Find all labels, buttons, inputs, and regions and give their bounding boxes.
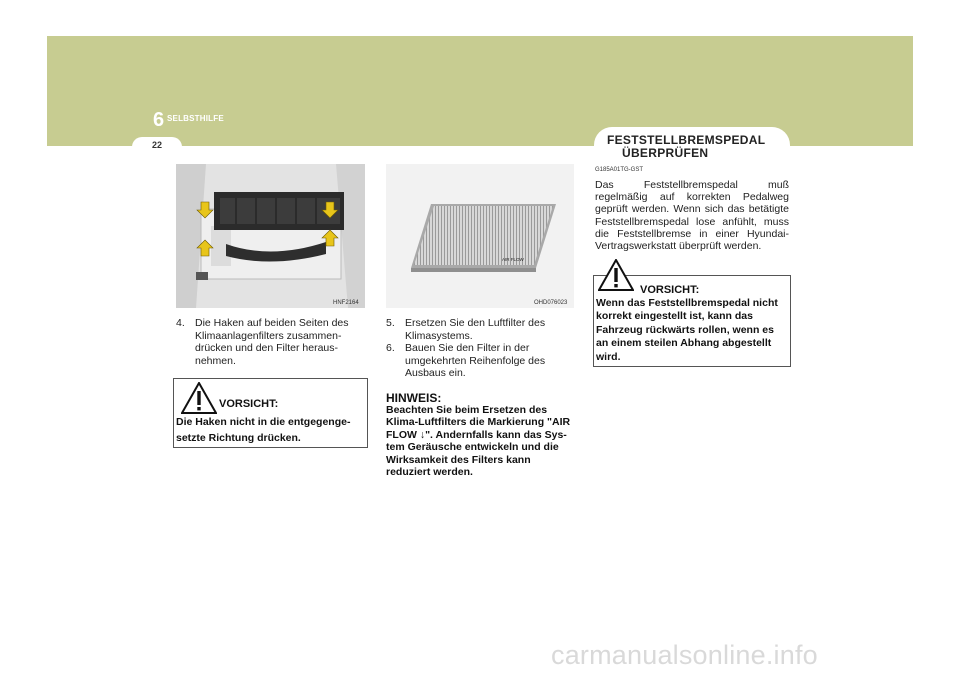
step-6-text: Bauen Sie den Filter in der umgekehrten Reihenfolge des Ausbaus ein. [405, 342, 546, 379]
figure-code-right: OHD076023 [534, 300, 568, 306]
step-6 [386, 342, 576, 380]
warning-triangle-icon [181, 382, 217, 414]
steps-5-6 [386, 317, 576, 380]
step-5-number: 5. [386, 317, 395, 329]
filter-removal-photo [176, 164, 365, 308]
section-code: G185A01TG-GST [595, 167, 644, 173]
page-number: 22 [151, 140, 162, 150]
filter-removal-illustration [176, 164, 365, 308]
step-4-number: 4. [176, 317, 185, 329]
hinweis-title: HINWEIS: [386, 391, 442, 405]
step-6-number: 6. [386, 342, 395, 354]
warning-text-right: Wenn das Feststellbremspedal nicht korrekt eingestellt ist, kann das Fahrzeug rückwärts rollen, wenn es an einem steilen Abhang abgestellt wird. [596, 297, 778, 363]
section-title-line2: ÜBERPRÜFEN [622, 146, 709, 160]
air-filter-photo [386, 164, 574, 308]
watermark: carmanualsonline.info [551, 640, 818, 670]
warning-text-left [176, 414, 366, 446]
figure-code-left: HNF2164 [333, 300, 359, 306]
hinweis-text: Beachten Sie beim Ersetzen des Klima-Luftfilters die Markierung "AIR FLOW ↓". Andernfalls kann das Sys-tem Geräusche entwickeln und die Wirksamkeit des Filters kann reduziert werden. [386, 404, 571, 479]
header-band [47, 36, 913, 146]
step-5 [386, 317, 576, 342]
step-4 [176, 317, 366, 367]
section-title-line1: FESTSTELLBREMSPEDAL [607, 133, 766, 147]
section-title [607, 134, 787, 160]
chapter-number: 6 [153, 109, 165, 131]
warning-title-right: VORSICHT: [640, 284, 700, 296]
section-paragraph: Das Feststellbremspedal muß regelmäßig auf korrekten Pedalweg geprüft werden. Wenn sich das betätigte Feststellbremspedal lose anfühlt, muss die Feststellbremse in einer Hyundai-Vertragswerkstatt überprüft werden. [595, 179, 789, 253]
warning-title-left: VORSICHT: [219, 398, 279, 410]
warning-triangle-icon-right [598, 259, 634, 291]
step-5-text: Ersetzen Sie den Luftfilter des Klimasystems. [405, 317, 546, 342]
warning-text-left-line2: setzte Richtung drücken. [176, 432, 301, 444]
warning-text-left-line1: Die Haken nicht in die entgegenge- [176, 416, 351, 428]
air-filter-illustration [386, 164, 574, 308]
filter-label-text: AIR FLOW [502, 257, 524, 262]
chapter-title: SELBSTHILFE [167, 114, 224, 123]
step-4-text: Die Haken auf beiden Seiten des Klimaanlagenfilters zusammen-drücken und den Filter heraus-nehmen. [195, 317, 349, 367]
